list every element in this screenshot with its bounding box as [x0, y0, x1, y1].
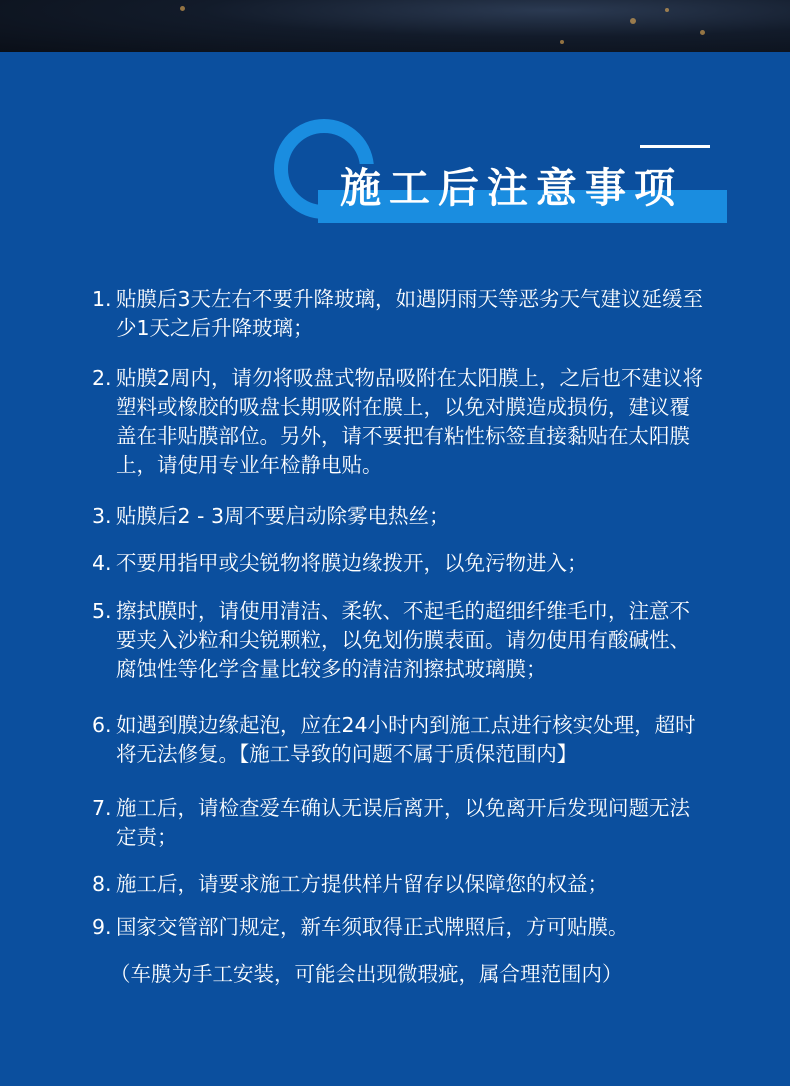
note-text: 施工后，请检查爱车确认无误后离开，以免离开后发现问题无法定责； [116, 796, 690, 849]
note-item [92, 794, 704, 852]
note-number: 7. [92, 796, 112, 820]
note-number: 8. [92, 872, 112, 896]
bokeh-light [630, 18, 636, 24]
note-item [92, 870, 704, 899]
note-text: 国家交管部门规定，新车须取得正式牌照后，方可贴膜。 [116, 915, 629, 939]
note-number: 4. [92, 551, 112, 575]
note-text: 贴膜2周内，请勿将吸盘式物品吸附在太阳膜上，之后也不建议将塑料或橡胶的吸盘长期吸附在膜上，以免对膜造成损伤，建议覆盖在非贴膜部位。另外，请不要把有粘性标签直接黏贴在太阳膜上，请使用专业年检静电贴。 [116, 366, 704, 477]
note-text: 贴膜后3天左右不要升降玻璃，如遇阴雨天等恶劣天气建议延缓至少1天之后升降玻璃； [116, 287, 704, 340]
note-item [92, 502, 704, 531]
note-text: 贴膜后2 - 3周不要启动除雾电热丝； [116, 504, 450, 528]
note-number: 6. [92, 713, 112, 737]
note-item [92, 549, 704, 578]
note-text: 如遇到膜边缘起泡，应在24小时内到施工点进行核实处理，超时将无法修复。【施工导致的问题不属于质保范围内】 [116, 713, 696, 766]
bokeh-light [700, 30, 705, 35]
page-title: 施工后注意事项 [340, 164, 683, 212]
bokeh-light [665, 8, 669, 12]
top-photo-strip [0, 0, 790, 52]
bokeh-light [560, 40, 564, 44]
bokeh-light [180, 6, 185, 11]
footer-disclaimer: （车膜为手工安装，可能会出现微瑕疵，属合理范围内） [110, 962, 623, 986]
note-number: 3. [92, 504, 112, 528]
note-number: 1. [92, 287, 112, 311]
note-number: 9. [92, 915, 112, 939]
note-item [92, 711, 704, 769]
note-item [92, 364, 704, 480]
note-text: 不要用指甲或尖锐物将膜边缘拨开，以免污物进入； [116, 551, 588, 575]
note-number: 2. [92, 366, 112, 390]
note-item [92, 913, 704, 942]
note-item [92, 285, 704, 343]
note-text: 擦拭膜时，请使用清洁、柔软、不起毛的超细纤维毛巾，注意不要夹入沙粒和尖锐颗粒，以免划伤膜表面。请勿使用有酸碱性、腐蚀性等化学含量比较多的清洁剂擦拭玻璃膜； [116, 599, 690, 681]
note-item [92, 597, 704, 684]
title-accent-line [640, 145, 710, 148]
note-text: 施工后，请要求施工方提供样片留存以保障您的权益； [116, 872, 608, 896]
note-number: 5. [92, 599, 112, 623]
